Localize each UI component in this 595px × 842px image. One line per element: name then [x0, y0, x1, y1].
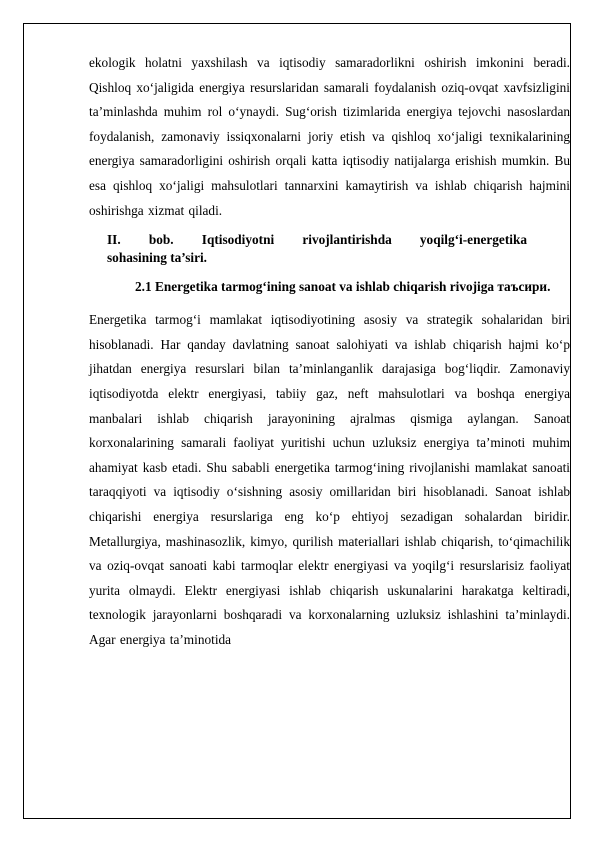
document-body — [89, 51, 570, 652]
intro-paragraph: ekologik holatni yaxshilash va iqtisodiy samaradorlikni oshirish imkonini beradi. Qishloq xo‘jaligida energiya resurslaridan samarali foydalanish oziq-ovqat xavfsizligini ta’minlashda muhim rol o‘ynaydi. Sug‘orish tizimlarida energiya tejovchi nasoslardan foydalanish, zamonaviy issiqxonalarni joriy etish va qishloq xo‘jaligi texnikalarining energiya samaradorligini oshirish orqali katta iqtisodiy natijalarga erishish mumkin. Bu esa qishloq xo‘jaligi mahsulotlari tannarxini kamaytirish va ishlab chiqarish hajmini oshirishga xizmat qiladi. — [89, 55, 570, 218]
section-heading: 2.1 Energetika tarmog‘ining sanoat va ishlab chiqarish rivojiga таъсири. — [135, 279, 551, 295]
chapter-heading-line2: sohasining ta’siri. — [107, 250, 207, 266]
chapter-heading — [107, 231, 527, 267]
chapter-heading-line1: II. bob. Iqtisodiyotni rivojlantirishda yoqilg‘i-energetika — [107, 232, 527, 248]
body-paragraph: Energetika tarmog‘i mamlakat iqtisodiyotining asosiy va strategik sohalaridan biri hisoblanadi. Har qanday davlatning sanoat salohiyati va ishlab chiqarish hajmi ko‘p jihatdan energiya resurslari bilan ta’minlanganlik darajasiga bog‘liqdir. Zamonaviy iqtisodiyotda elektr energiyasi, tabiiy gaz, neft mahsulotlari va boshqa energiya manbalari ishlab chiqarish jarayonining ajralmas qismiga aylangan. Sanoat korxonalarining samarali faoliyat yuritishi uchun uzluksiz energiya ta’minoti muhim ahamiyat kasb etadi. Shu sababli energetika tarmog‘ining rivojlanishi mamlakat sanoati taraqqiyoti va iqtisodiy o‘sishning asosiy omillaridan biri hisoblanadi. Sanoat ishlab chiqarishi energiya resurslariga eng ko‘p ehtiyoj sezadigan sohalardan biridir. Metallurgiya, mashinasozlik, kimyo, qurilish materiallari ishlab chiqarish, to‘qimachilik va oziq-ovqat sanoati kabi tarmoqlar elektr energiyasi va yoqilg‘i resurslarisiz faoliyat yurita olmaydi. Elektr energiyasi ishlab chiqarish uskunalarini harakatga keltiradi, texnologik jarayonlarni boshqaradi va korxonalarning uzluksiz ishlashini ta’minlaydi. Agar energiya ta’minotida — [89, 312, 570, 647]
